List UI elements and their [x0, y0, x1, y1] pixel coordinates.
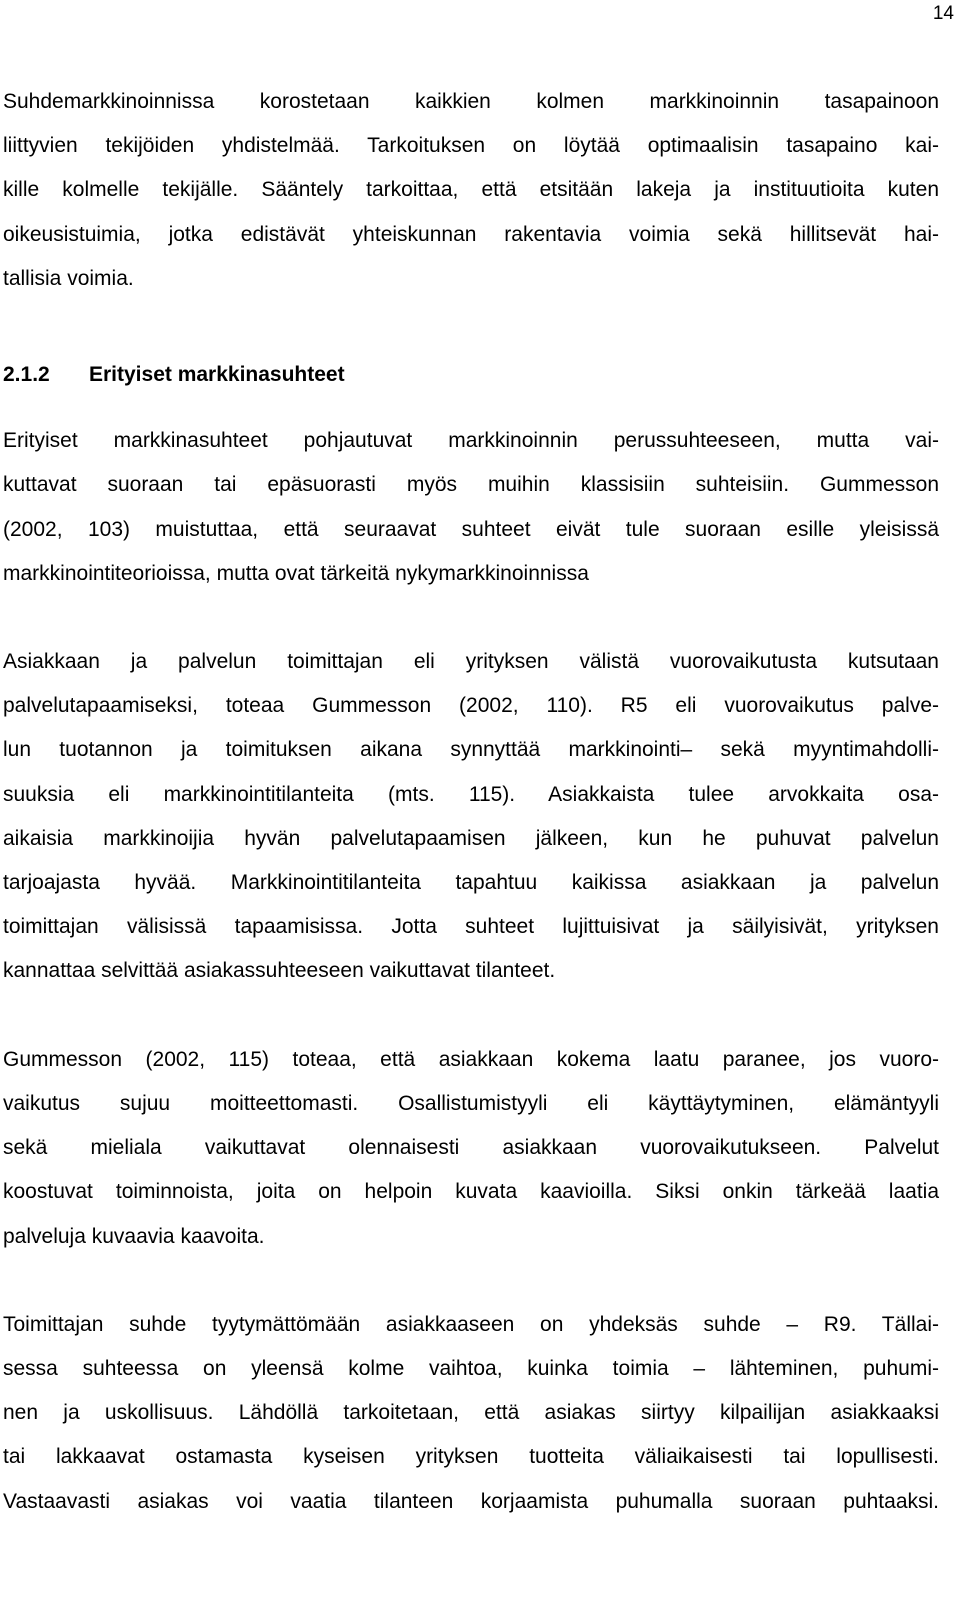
text-line: palvelutapaamiseksi, toteaa Gummesson (2002, 110). R5 eli vuorovaikutus palve- [3, 694, 939, 718]
text-line: tallisia voimia. [3, 266, 134, 290]
text-line: aikaisia markkinoijia hyvän palvelutapaamisen jälkeen, kun he puhuvat palvelun [3, 826, 939, 850]
text-line: oikeusistuimia, jotka edistävät yhteiskunnan rakentavia voimia sekä hillitsevät hai- [3, 222, 939, 246]
text-line: sekä mieliala vaikuttavat olennaisesti asiakkaan vuorovaikutukseen. Palvelut [3, 1136, 939, 1160]
paragraph-spacer [3, 1259, 939, 1303]
text-line: tarjoajasta hyvää. Markkinointitilanteita tapahtuu kaikissa asiakkaan ja palvelun [3, 871, 939, 894]
text-line: markkinointiteorioissa, mutta ovat tärkeitä nykymarkkinoinnissa [3, 561, 589, 585]
paragraph [3, 1303, 939, 1524]
text-line: kille kolmelle tekijälle. Sääntely tarkoittaa, että etsitään lakeja ja instituutioita kuten [3, 178, 939, 202]
text-line: vaikutus sujuu moitteettomasti. Osallistumistyyli eli käyttäytyminen, elämäntyyli [3, 1091, 939, 1115]
text-line: Suhdemarkkinoinnissa korostetaan kaikkien kolmen markkinoinnin tasapainoon [3, 90, 939, 113]
text-line: (2002, 103) muistuttaa, että seuraavat suhteet eivät tule suoraan esille yleisissä [3, 517, 939, 541]
text-line: Vastaavasti asiakas voi vaatia tilanteen korjaamista puhumalla suoraan puhtaaksi. [3, 1489, 939, 1513]
paragraph [3, 80, 939, 301]
paragraph-spacer [3, 994, 939, 1038]
section-title: Erityiset markkinasuhteet [89, 362, 345, 386]
section-heading [3, 353, 939, 397]
section-number: 2.1.2 [3, 362, 50, 386]
text-line: palveluja kuvaavia kaavoita. [3, 1224, 265, 1248]
text-line: lun tuotannon ja toimituksen aikana synnyttää markkinointi– sekä myyntimahdolli- [3, 738, 939, 762]
text-line: toimittajan välisissä tapaamisissa. Jotta suhteet lujittuisivat ja säilyisivät, yrityksen [3, 915, 939, 939]
text-line: koostuvat toiminnoista, joita on helpoin kuvata kaavioilla. Siksi onkin tärkeää laatia [3, 1180, 939, 1204]
paragraph [3, 640, 939, 994]
paragraph [3, 1038, 939, 1259]
paragraph [3, 419, 939, 596]
text-line: sessa suhteessa on yleensä kolme vaihtoa, kuinka toimia – lähteminen, puhumi- [3, 1357, 939, 1381]
paragraph-spacer [3, 596, 939, 640]
text-line: Erityiset markkinasuhteet pohjautuvat markkinoinnin perussuhteeseen, mutta vai- [3, 429, 939, 453]
text-line: kannattaa selvittää asiakassuhteeseen vaikuttavat tilanteet. [3, 959, 556, 983]
page-number: 14 [932, 3, 954, 24]
text-line: liittyvien tekijöiden yhdistelmää. Tarkoituksen on löytää optimaalisin tasapaino kai- [3, 134, 939, 158]
text-line: Gummesson (2002, 115) toteaa, että asiakkaan kokema laatu paranee, jos vuoro- [3, 1047, 939, 1071]
document-body [3, 80, 939, 1524]
text-line: Asiakkaan ja palvelun toimittajan eli yrityksen välistä vuorovaikutusta kutsutaan [3, 650, 939, 674]
text-line: kuttavat suoraan tai epäsuorasti myös muihin klassisiin suhteisiin. Gummesson [3, 473, 939, 497]
text-line: nen ja uskollisuus. Lähdöllä tarkoitetaan, että asiakas siirtyy kilpailijan asiakkaaksi [3, 1401, 939, 1425]
text-line: Toimittajan suhde tyytymättömään asiakkaaseen on yhdeksäs suhde – R9. Tällai- [3, 1312, 939, 1336]
text-line: suuksia eli markkinointitilanteita (mts. 115). Asiakkaista tulee arvokkaita osa- [3, 782, 939, 806]
text-line: tai lakkaavat ostamasta kyseisen yrityksen tuotteita väliaikaisesti tai lopullisesti. [3, 1445, 939, 1469]
